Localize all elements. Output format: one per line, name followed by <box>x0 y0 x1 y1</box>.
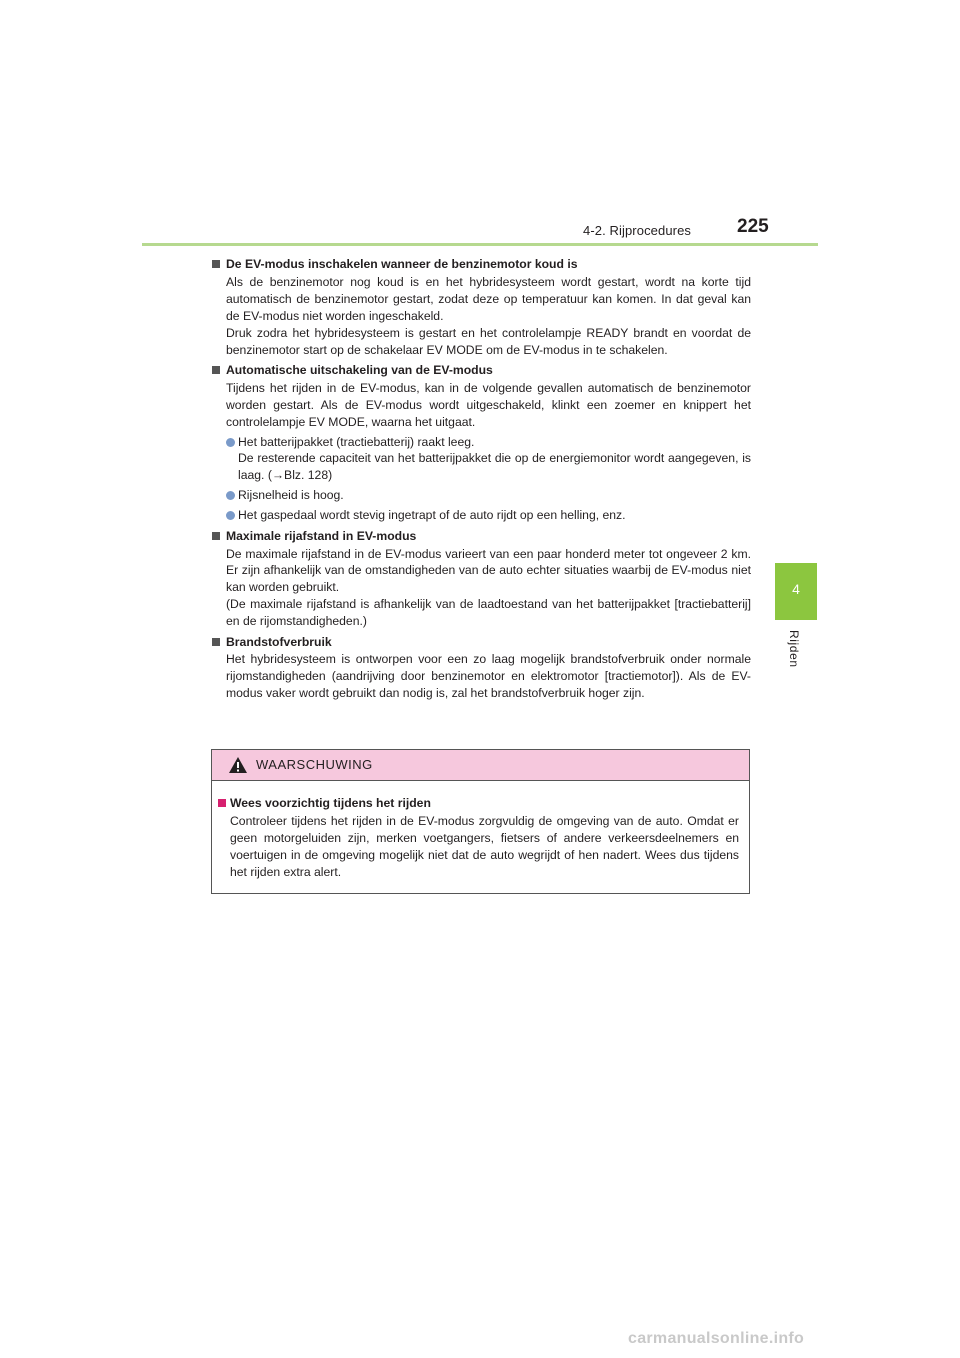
section-heading: De EV-modus inschakelen wanneer de benzinemotor koud is <box>226 257 578 271</box>
chapter-label: Rijden <box>787 630 801 668</box>
square-bullet-icon <box>218 799 226 807</box>
paragraph: Druk zodra het hybridesysteem is gestart en het controlelampje READY brandt en voordat de benzinemotor start op de schakelaar EV MODE om de EV-modus in te schakelen. <box>226 325 751 357</box>
square-bullet-icon <box>212 532 220 540</box>
list-item <box>211 487 751 504</box>
circle-bullet-icon <box>226 491 235 500</box>
chapter-number: 4 <box>792 581 800 597</box>
list-item <box>211 434 751 485</box>
paragraph: Als de benzinemotor nog koud is en het hybridesysteem wordt gestart, wordt na korte tijd automatisch de benzinemotor gestart, zodat deze op temperatuur kan komen. In dat geval kan de EV-modus niet worden ingeschakeld. <box>226 274 751 323</box>
section-heading: Brandstofverbruik <box>226 634 332 649</box>
square-bullet-icon <box>212 366 220 374</box>
page-content <box>211 256 751 706</box>
section-max-range <box>211 528 751 630</box>
circle-bullet-icon <box>226 511 235 520</box>
paragraph: Het hybridesysteem is ontworpen voor een zo laag mogelijk brandstofverbruik onder normale rijomstandigheden (aandrijving door benzinemotor en elektromotor [tractiemotor]). Als de EV-modus vaker wordt gebruikt dan nodig is, zal het brandstofverbruik hoger zijn. <box>226 652 751 701</box>
list-item-text: De resterende capaciteit van het batterijpakket die op de energiemonitor wordt aangegeven, is laag. (→Blz. 128) <box>238 451 751 483</box>
list-item <box>211 507 751 524</box>
paragraph: De maximale rijafstand in de EV-modus varieert van een paar honderd meter tot ongeveer 2 km. Er zijn afhankelijk van de omstandigheden van de auto echter situaties waarbij de EV-modus niet kan worden gebruikt. <box>226 546 751 595</box>
section-heading: Automatische uitschakeling van de EV-modus <box>226 362 493 377</box>
paragraph: Tijdens het rijden in de EV-modus, kan in de volgende gevallen automatisch de benzinemotor worden gestart. Als de EV-modus wordt uitgeschakeld, klinkt een zoemer en knippert het controlelampje EV MODE, waarna het uitgaat. <box>226 380 751 429</box>
section-auto-off <box>211 362 751 524</box>
circle-bullet-icon <box>226 438 235 447</box>
list-item-text: Rijsnelheid is hoog. <box>238 488 344 503</box>
warning-subheading: Wees voorzichtig tijdens het rijden <box>230 796 431 810</box>
watermark: carmanualsonline.info <box>628 1330 805 1347</box>
square-bullet-icon <box>212 260 220 268</box>
chapter-tab <box>775 563 817 620</box>
warning-text: Controleer tijdens het rijden in de EV-modus zorgvuldig de omgeving van de auto. Omdat er geen motorgeluiden zijn, merken voetgangers, fietsers of andere verkeersdeelnemers en voertuigen in de omgeving mogelijk niet dat de auto wegrijdt of hen nadert. Wees dus tijdens het rijden extra alert. <box>230 813 739 879</box>
warning-box <box>211 749 750 894</box>
paragraph: (De maximale rijafstand is afhankelijk van de laadtoestand van het batterijpakket [tractiebatterij] en de rijomstandigheden.) <box>226 597 751 629</box>
section-title: 4-2. Rijprocedures <box>583 223 692 238</box>
section-cold-engine <box>211 256 751 358</box>
list-item-text: Het batterijpakket (tractiebatterij) raakt leeg. <box>238 434 475 449</box>
warning-header <box>212 750 749 781</box>
warning-title: WAARSCHUWING <box>256 757 373 772</box>
section-heading: Maximale rijafstand in EV-modus <box>226 528 417 543</box>
section-fuel <box>211 634 751 703</box>
header-rule <box>142 243 818 246</box>
warning-triangle-icon <box>228 756 248 774</box>
square-bullet-icon <box>212 638 220 646</box>
warning-body <box>212 781 749 881</box>
page-number: 225 <box>737 216 769 237</box>
list-item-text: Het gaspedaal wordt stevig ingetrapt of de auto rijdt op een helling, enz. <box>238 508 626 523</box>
